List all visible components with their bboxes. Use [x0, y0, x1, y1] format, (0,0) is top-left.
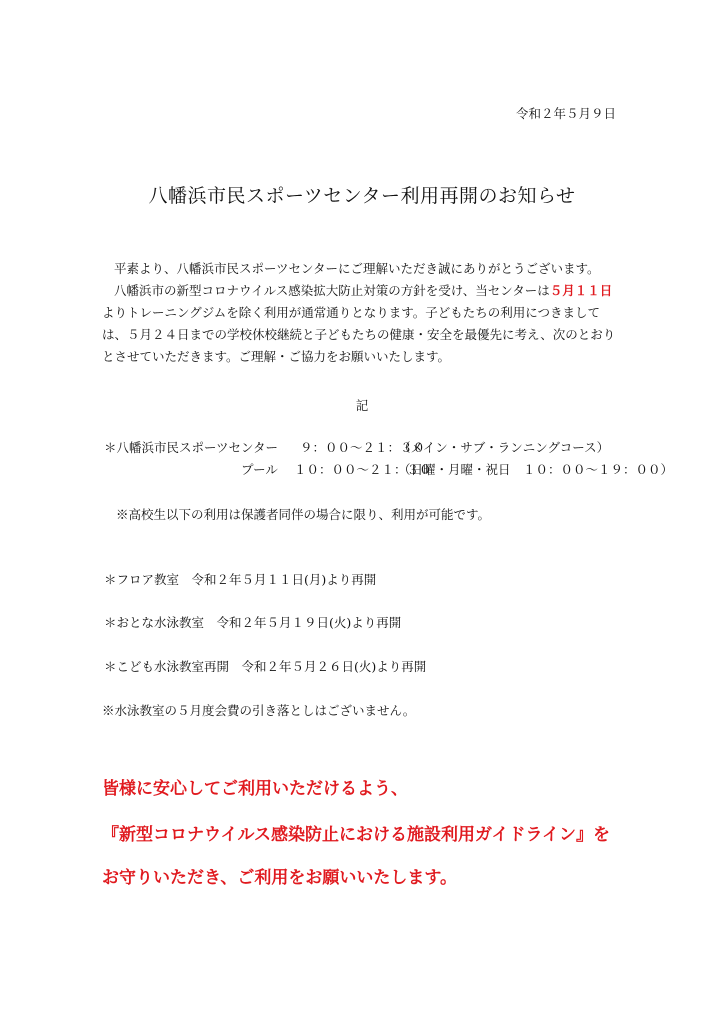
class-item-floor: ＊フロア教室 令和２年５月１１日(月)より再開 — [104, 572, 377, 587]
intro-paragraph — [102, 258, 622, 368]
closing-line-3: お守りいただき、ご利用をお願いいたします。 — [102, 868, 457, 888]
class-item-adult-swim: ＊おとな水泳教室 令和２年５月１９日(火)より再開 — [104, 615, 402, 630]
intro-line-2-text: 八幡浜市の新型コロナウイルス感染拡大防止対策の方針を受け、当センターは — [114, 283, 550, 298]
closing-line-1: 皆様に安心してご利用いただけるよう、 — [102, 779, 408, 799]
student-note: ※高校生以下の利用は保護者同伴の場合に限り、利用が可能です。 — [116, 507, 491, 522]
intro-line-3: よりトレーニングジムを除く利用が通常通りとなります。子どもたちの利用につきまして — [102, 305, 601, 320]
page-title: 八幡浜市民スポーツセンター利用再開のお知らせ — [148, 185, 576, 207]
facility-note: （メイン・サブ・ランニングコース） — [398, 440, 610, 455]
reopen-date-highlight: ５月１１日 — [549, 283, 613, 298]
ki-heading: 記 — [355, 398, 369, 413]
class-item-kids-swim: ＊こども水泳教室再開 令和２年５月２６日(火)より再開 — [104, 659, 427, 674]
facility-hours: ９：００～２１：３０ — [300, 440, 426, 455]
closing-line-2: 『新型コロナウイルス感染防止における施設利用ガイドライン』を — [102, 825, 610, 845]
pool-hours: １０：００～２１：３０ — [294, 462, 432, 477]
intro-line-4: は、５月２４日までの学校休校継続と子どもたちの健康・安全を最優先に考え、次のとおり — [102, 327, 616, 342]
document-date: 令和２年５月９日 — [515, 106, 616, 121]
intro-line-1: 平素より、八幡浜市民スポーツセンターにご理解いただき誠にありがとうございます。 — [114, 261, 600, 276]
fee-note: ※水泳教室の５月度会費の引き落としはございません。 — [102, 703, 416, 718]
pool-label: プール — [241, 462, 278, 477]
intro-line-2 — [102, 280, 622, 302]
pool-note: （日曜・月曜・祝日 １０：００～１９：００） — [398, 462, 674, 477]
facility-label: ＊八幡浜市民スポーツセンター — [104, 440, 279, 455]
intro-line-5: とさせていただきます。ご理解・ご協力をお願いいたします。 — [102, 349, 451, 364]
